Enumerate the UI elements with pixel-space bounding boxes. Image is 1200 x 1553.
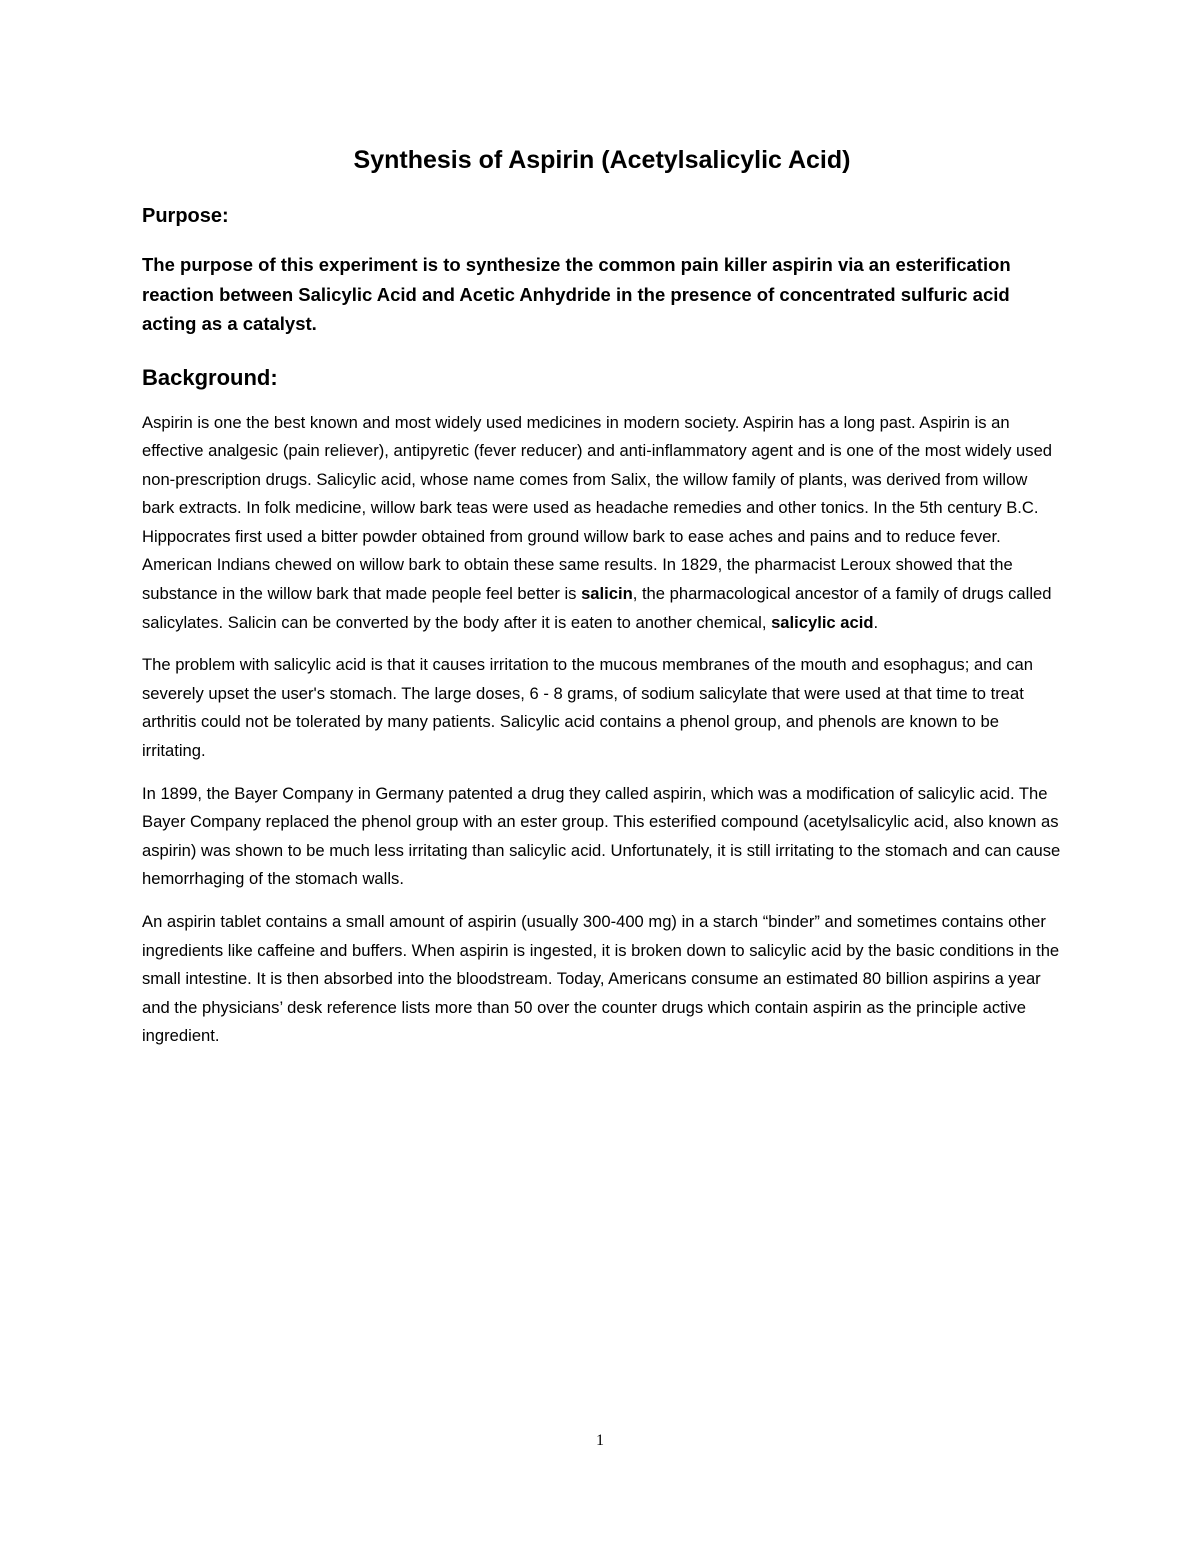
document-title: Synthesis of Aspirin (Acetylsalicylic Acid) [353,146,851,174]
background-heading: Background: [142,364,278,390]
document-body [142,140,1062,1051]
purpose-paragraph: The purpose of this experiment is to synthesize the common pain killer aspirin via an esterification reaction between Salicylic Acid and Acetic Anhydride in the presence of concentrated sulfuric acid acting as a catalyst. [142,254,1011,334]
paragraph-text: Aspirin is one the best known and most widely used medicines in modern society. Aspirin has a long past. Aspirin is an effective analgesic (pain reliever), antipyretic (fever reducer) and anti-inflammatory agent and is one of the most widely used non-prescription drugs. Salicylic acid, whose name comes from Salix, the willow family of plants, was derived from willow bark extracts. In folk medicine, willow bark teas were used as headache remedies and other tonics. In the 5th century B.C. Hippocrates first used a bitter powder obtained from ground willow bark to ease aches and pains and to reduce fever. American Indians chewed on willow bark to obtain these same results. In 1829, the pharmacist Leroux showed that the substance in the willow bark that made people feel better is [142,412,1053,604]
paragraph-text: , the pharmacological ancestor of a family of drugs called salicylates. Salicin can be converted by the body after it is eaten to another chemical, [142,584,1052,632]
page-number: 1 [596,1432,604,1449]
bold-term-salicylic-acid: salicylic acid [771,612,874,632]
background-paragraph-3: In 1899, the Bayer Company in Germany patented a drug they called aspirin, which was a modification of salicylic acid. The Bayer Company replaced the phenol group with an ester group. This esterified compound (acetylsalicylic acid, also known as aspirin) was shown to be much less irritating than salicylic acid. Unfortunately, it is still irritating to the stomach and can cause hemorrhaging of the stomach walls. [142,783,1061,889]
background-paragraph-4: An aspirin tablet contains a small amount of aspirin (usually 300-400 mg) in a starch “binder” and sometimes contains other ingredients like caffeine and buffers. When aspirin is ingested, it is broken down to salicylic acid by the basic conditions in the small intestine. It is then absorbed into the bloodstream. Today, Americans consume an estimated 80 billion aspirins a year and the physicians’ desk reference lists more than 50 over the counter drugs which contain aspirin as the principle active ingredient. [142,912,1060,1046]
background-paragraph-2: The problem with salicylic acid is that it causes irritation to the mucous membranes of the mouth and esophagus; and can severely upset the user's stomach. The large doses, 6 - 8 grams, of sodium salicylate that were used at that time to treat arthritis could not be tolerated by many patients. Salicylic acid contains a phenol group, and phenols are known to be irritating. [142,655,1033,761]
background-paragraph-1 [142,409,1062,638]
bold-term-salicin: salicin [581,584,633,604]
purpose-heading: Purpose: [142,205,229,227]
paragraph-text: . [873,612,879,632]
